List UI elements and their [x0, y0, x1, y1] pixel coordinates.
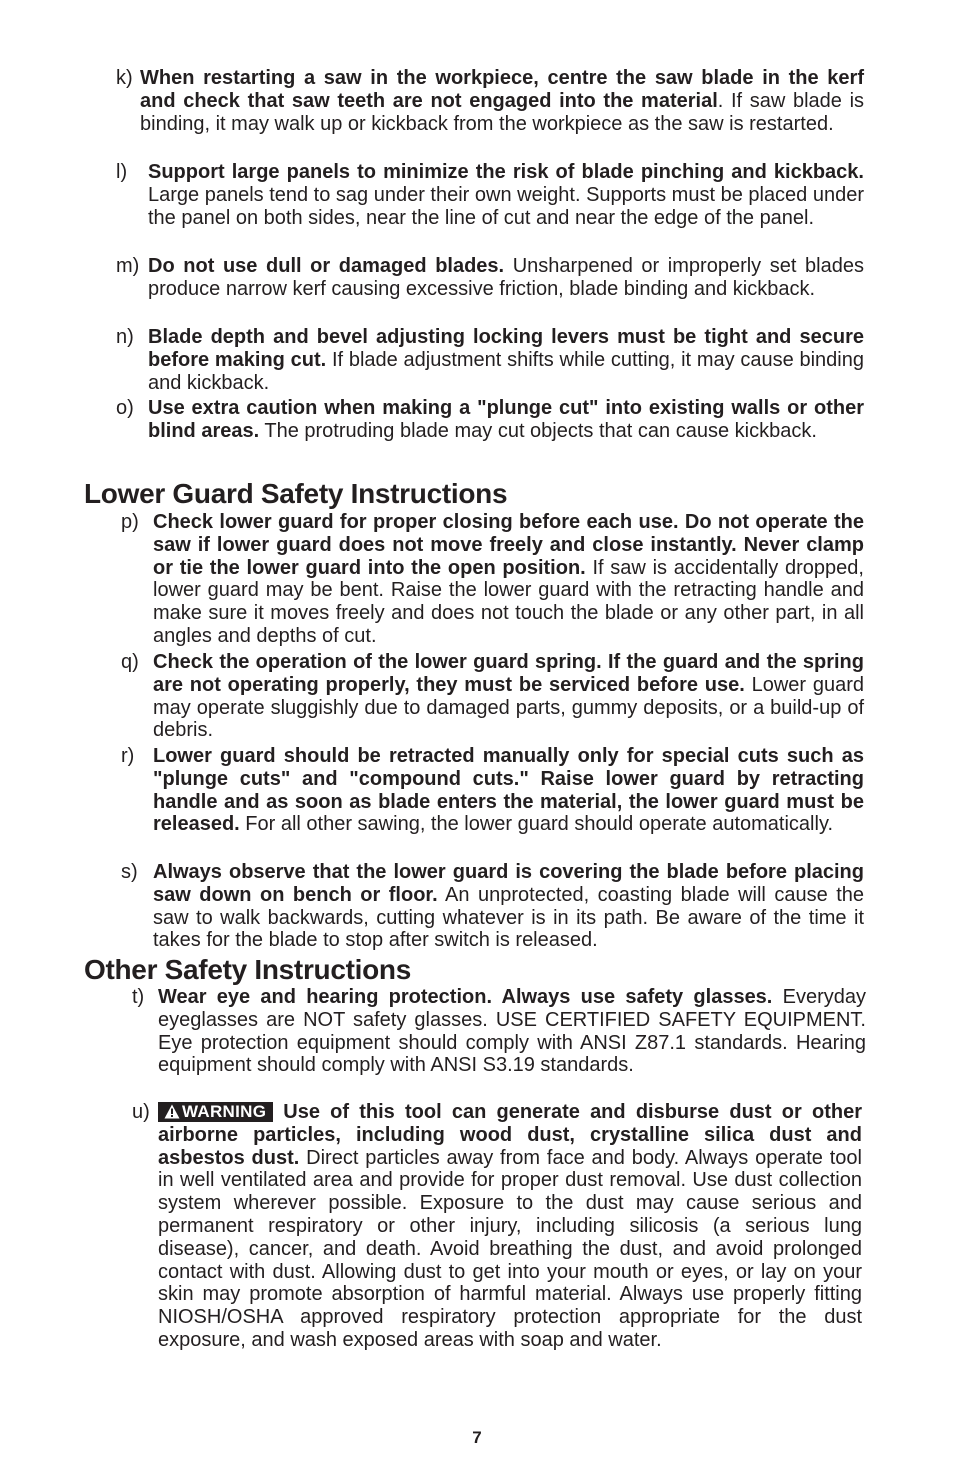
item-text: An unprotected, coasting blade will cause the saw to walk backwards, cutting whatever is in its path. Be aware of the time it takes for the blade to stop after switch is released. — [153, 883, 864, 952]
item-bold-text: When restarting a saw in the workpiece, centre the saw blade in the kerf and check that saw teeth are not engaged into the material — [140, 67, 864, 112]
item-text: Everyday eyeglasses are NOT safety glasses. USE CERTIFIED SAFETY EQUIPMENT. Eye protection equipment should comply with ANSI Z87.1 standards. Hearing equipment should comply with ANSI S3.19 standards. — [158, 986, 866, 1077]
list-item-r — [121, 745, 864, 836]
item-body — [148, 255, 864, 301]
item-body — [158, 986, 866, 1077]
item-bold-text: Blade depth and bevel adjusting locking levers must be tight and secure before making cut. — [148, 326, 864, 371]
list-item-p — [121, 511, 864, 648]
list-item-m — [116, 255, 864, 301]
list-item-l — [116, 161, 865, 229]
item-label: m) — [116, 255, 140, 277]
item-text: Large panels tend to sag under their own weight. Supports must be placed under the panel on both sides, near the line of cut and near the edge of the panel. — [148, 183, 865, 229]
warning-badge-label: WARNING — [182, 1102, 267, 1121]
item-body — [148, 397, 864, 443]
section-title-lower-guard: Lower Guard Safety Instructions — [84, 478, 508, 509]
item-body — [158, 1101, 862, 1352]
item-label: k) — [116, 67, 133, 89]
item-label: l) — [116, 161, 128, 183]
item-body — [140, 67, 864, 135]
item-bold-text: Lower guard should be retracted manually only for special cuts such as "plunge cuts" and "compound cuts." Raise lower guard by retracting handle and as soon as blade enters the material, the lower guard must be released. — [153, 745, 864, 836]
list-item-t — [132, 986, 866, 1077]
item-bold-text: Wear eye and hearing protection. Always use safety glasses. — [158, 986, 773, 1008]
warning-triangle-icon — [164, 1104, 180, 1119]
item-label: s) — [121, 861, 138, 883]
item-text: . If saw blade is binding, it may walk up or kickback from the workpiece as the saw is restarted. — [140, 89, 865, 135]
item-bold-text: Use extra caution when making a "plunge cut" into existing walls or other blind areas. — [148, 397, 864, 442]
item-text: The protruding blade may cut objects that can cause kickback. — [259, 419, 817, 442]
section-title-other: Other Safety Instructions — [84, 954, 412, 985]
item-text: Unsharpened or improperly set blades produce narrow kerf causing excessive friction, blade binding and kickback. — [148, 255, 864, 300]
item-label: p) — [121, 511, 139, 533]
list-item-n — [116, 326, 864, 394]
item-text: Lower guard may operate sluggishly due to damaged parts, gummy deposits, or a build-up of debris. — [153, 673, 864, 742]
page-number: 7 — [472, 1428, 482, 1447]
item-label: q) — [121, 651, 139, 673]
list-item-q — [121, 651, 864, 742]
item-body — [148, 161, 864, 229]
list-item-k — [116, 67, 865, 135]
item-body — [153, 745, 864, 836]
list-item-s — [121, 861, 864, 952]
item-label: o) — [116, 397, 134, 419]
item-body — [148, 326, 864, 394]
list-item-u — [132, 1101, 862, 1352]
item-label: t) — [132, 986, 145, 1008]
item-body — [153, 861, 864, 952]
item-label: u) — [132, 1101, 150, 1123]
item-bold-text: Always observe that the lower guard is covering the blade before placing saw down on bench or floor. — [153, 861, 864, 906]
item-bold-text: Check lower guard for proper closing before each use. Do not operate the saw if lower guard does not move freely and close instantly. Never clamp or tie the lower guard into the open position. — [153, 511, 864, 579]
item-label: n) — [116, 326, 134, 348]
item-text: If saw is accidentally dropped, lower guard may be bent. Raise the lower guard with the retracting handle and make sure it moves freely and does not touch the blade or any other part, in all angles and depths of cut. — [153, 556, 864, 647]
item-text: Direct particles away from face and body. Always operate tool in well ventilated area and provide for proper dust removal. Use dust collection system wherever possible. Exposure to the dust may cause serious and permanent respiratory or other injury, including silicosis (a serious lung disease), cancer, and death. Avoid breathing the dust, and avoid prolonged contact with dust. Allowing dust to get into your mouth or eyes, or lay on your skin may promote absorption of harmful material. Always use properly fitting NIOSH/OSHA approved respiratory protection appropriate for the dust exposure, and wash exposed areas with soap and water. — [158, 1146, 862, 1351]
warning-badge — [158, 1102, 273, 1122]
item-label: r) — [121, 745, 135, 767]
item-bold-text: Use of this tool can generate and disburse dust or other airborne particles, including wood dust, crystalline silica dust and asbestos dust. — [158, 1101, 862, 1169]
item-text: If blade adjustment shifts while cutting, it may cause binding and kickback. — [148, 348, 864, 394]
item-body — [153, 651, 864, 742]
item-bold-text: Support large panels to minimize the risk of blade pinching and kickback. — [148, 161, 864, 183]
item-bold-text: Do not use dull or damaged blades. — [148, 255, 505, 277]
item-body — [153, 511, 864, 648]
item-bold-text: Check the operation of the lower guard spring. If the guard and the spring are not operating properly, they must be serviced before use. — [153, 651, 864, 696]
item-text: For all other sawing, the lower guard should operate automatically. — [239, 813, 834, 836]
list-item-o — [116, 397, 864, 443]
